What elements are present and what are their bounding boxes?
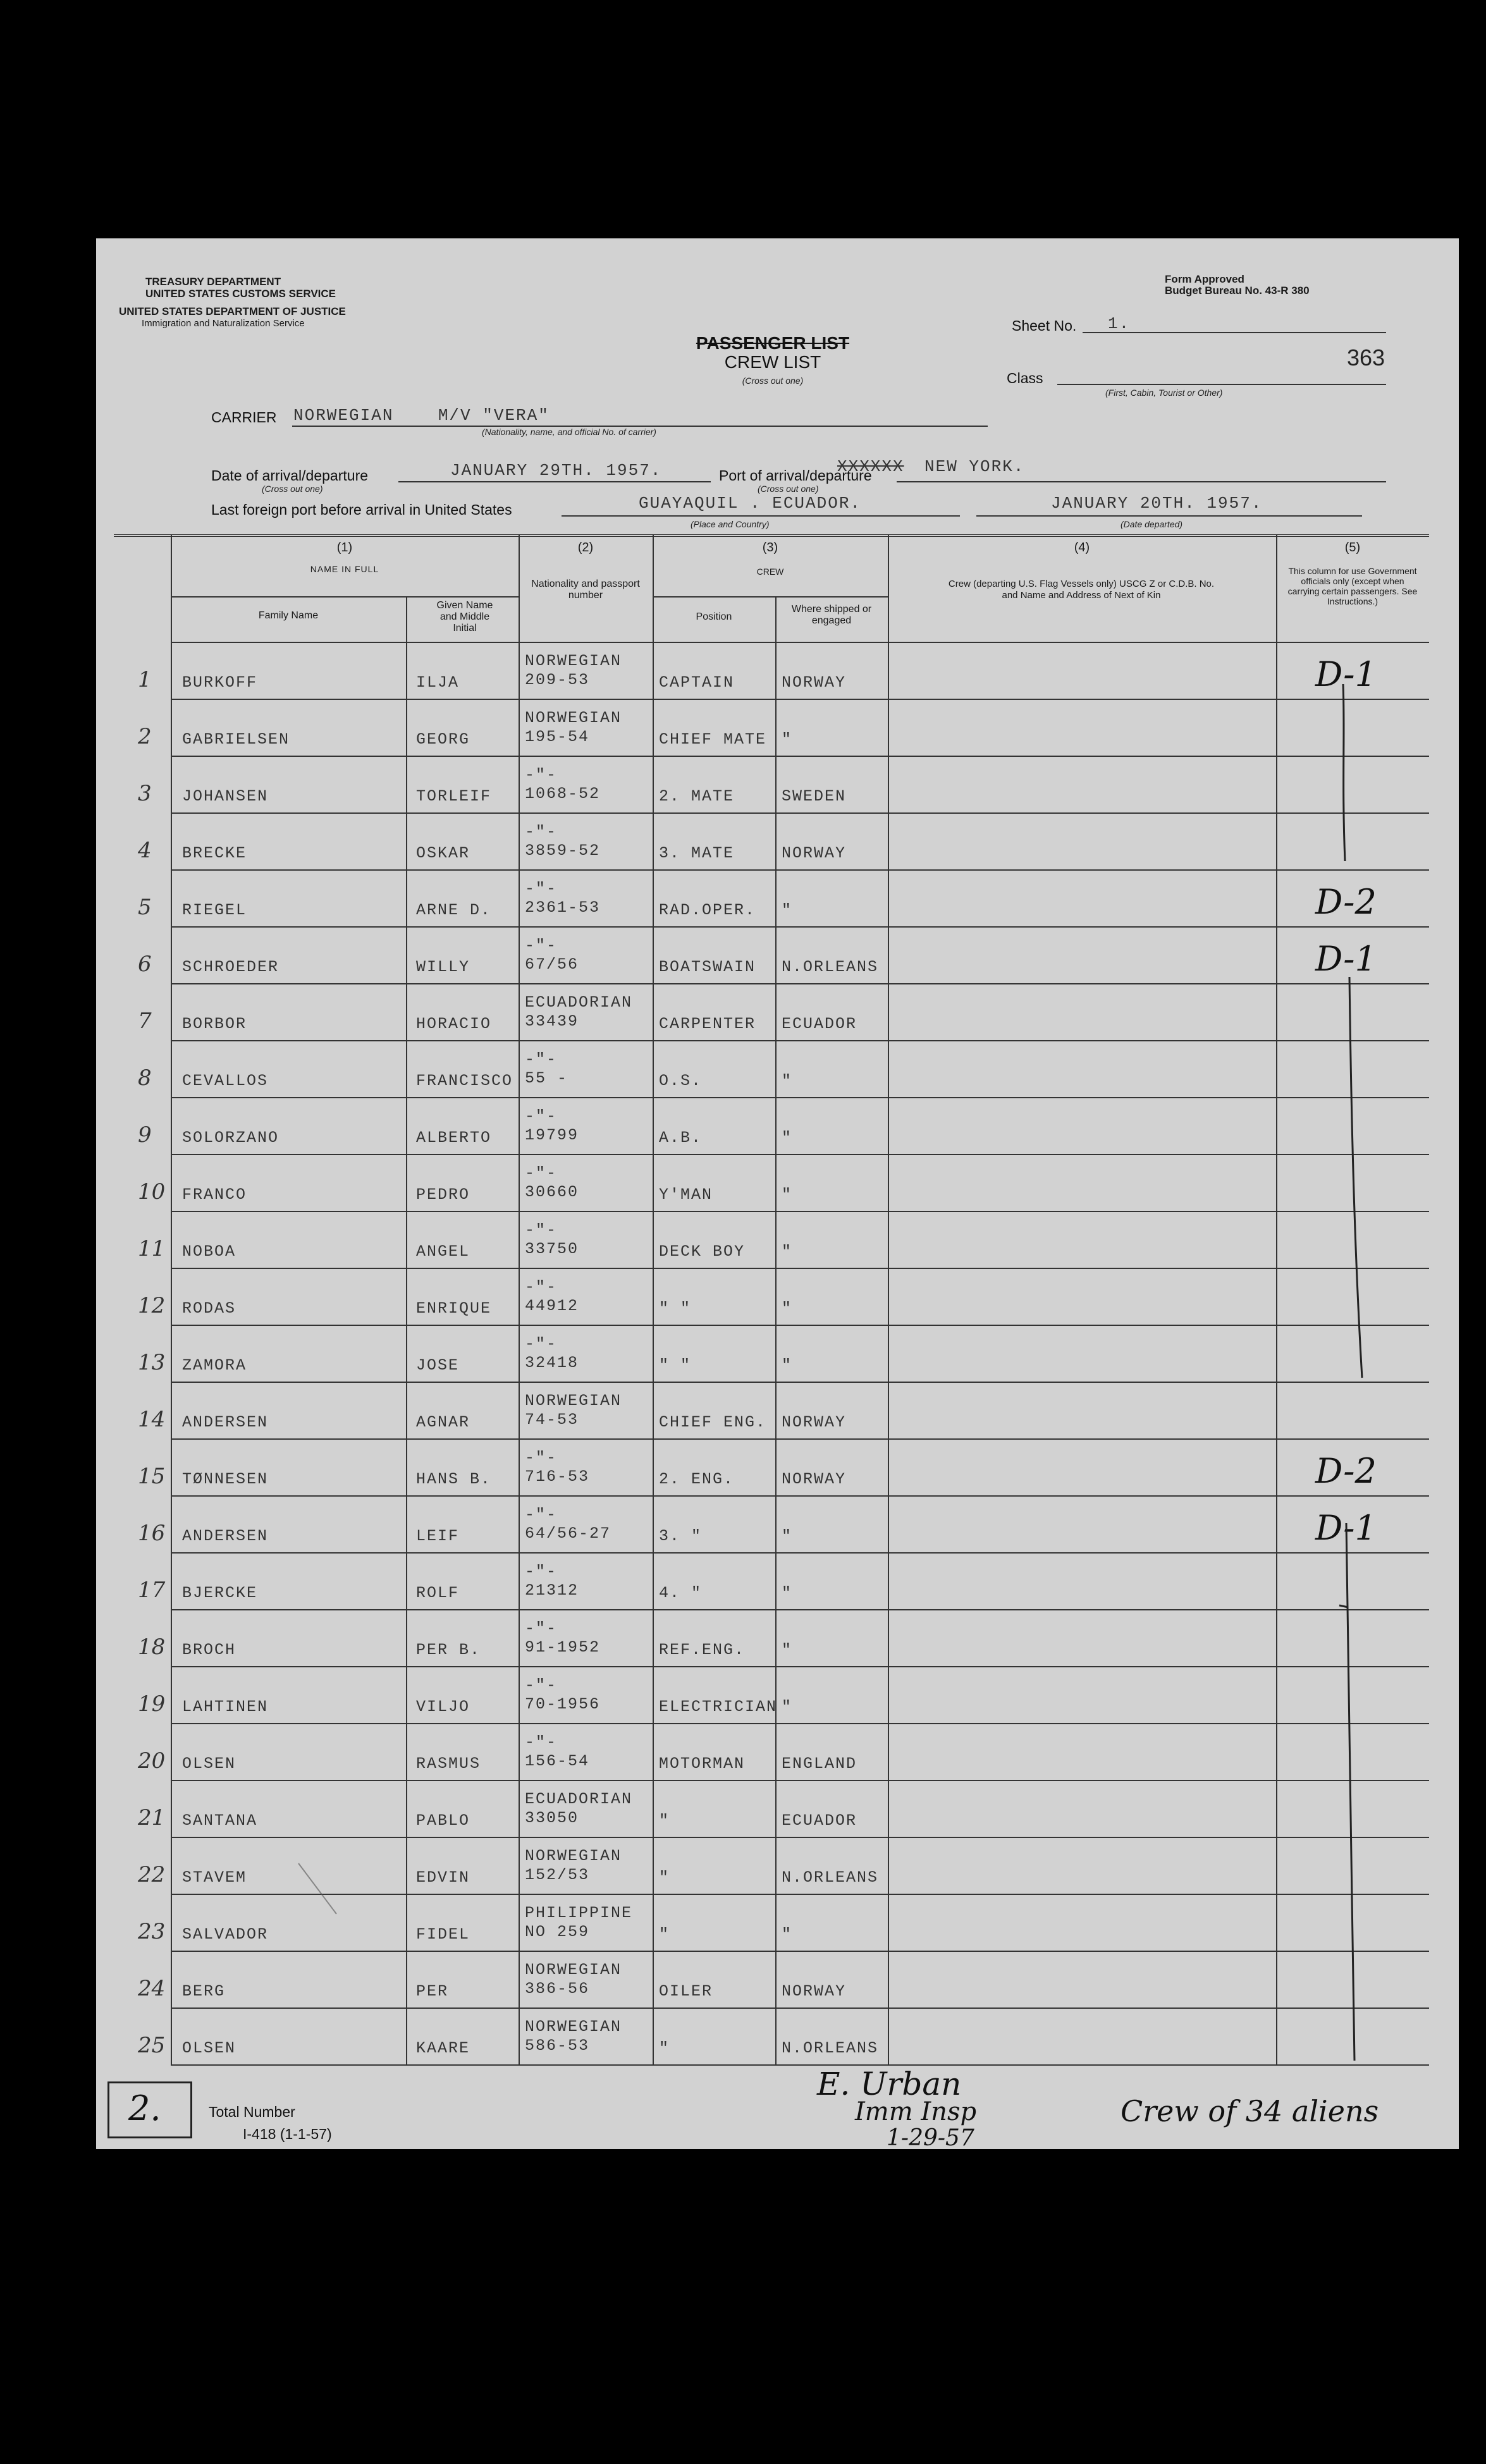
row-check-number: 19 <box>138 1691 166 1717</box>
cell-where: " <box>782 1641 793 1659</box>
cell-where: " <box>782 1186 793 1204</box>
col2-sub: Nationality and passport number <box>531 579 640 601</box>
cell-pos: " <box>659 1925 670 1944</box>
col4-number: (4) <box>1074 541 1090 555</box>
row-check-number: 7 <box>138 1008 152 1034</box>
row-check-number: 13 <box>138 1350 166 1375</box>
cell-given: ANGEL <box>416 1242 470 1261</box>
cell-family: TØNNESEN <box>182 1470 269 1488</box>
cell-where: SWEDEN <box>782 787 847 806</box>
cell-nationality: NORWEGIAN <box>525 1961 622 1979</box>
cell-where: " <box>782 1527 793 1545</box>
sheet-label: Sheet No. <box>1012 317 1077 334</box>
cell-pos: CHIEF MATE <box>659 730 767 749</box>
row-check-number: 22 <box>138 1862 166 1887</box>
cell-passport: 44912 <box>525 1297 579 1315</box>
port-hint: (Cross out one) <box>758 484 819 494</box>
cell-nationality: NORWEGIAN <box>525 652 622 670</box>
row-check-number: 5 <box>138 895 152 920</box>
government-mark: D-2 <box>1315 1451 1377 1491</box>
family-head: Family Name <box>258 610 319 621</box>
cell-given: PER <box>416 1982 449 2001</box>
cell-family: BJERCKE <box>182 1584 258 1602</box>
cell-where: NORWAY <box>782 1413 847 1431</box>
cell-family: ANDERSEN <box>182 1527 269 1545</box>
given-head: Given Name and Middle Initial <box>436 600 493 634</box>
cell-nationality: -"- <box>525 1278 558 1296</box>
cell-family: FRANCO <box>182 1186 247 1204</box>
cell-passport: 586-53 <box>525 2037 590 2055</box>
cell-given: PEDRO <box>416 1186 470 1204</box>
justice-heading: UNITED STATES DEPARTMENT OF JUSTICE <box>119 305 346 317</box>
row-check-number: 17 <box>138 1578 166 1603</box>
cell-nationality: -"- <box>525 1449 558 1467</box>
cell-pos: " " <box>659 1299 692 1318</box>
signature-name: E. Urban <box>817 2066 962 2102</box>
row-check-number: 12 <box>138 1293 166 1318</box>
cell-family: SOLORZANO <box>182 1129 279 1147</box>
row-check-number: 14 <box>138 1407 166 1432</box>
cell-passport: 19799 <box>525 1126 579 1144</box>
cell-given: ILJA <box>416 673 460 692</box>
cell-given: ALBERTO <box>416 1129 492 1147</box>
cell-where: N.ORLEANS <box>782 1868 879 1887</box>
sheet-value: 1. <box>1108 314 1131 333</box>
cell-where: " <box>782 1299 793 1318</box>
cell-pos: ELECTRICIAN <box>659 1698 778 1716</box>
cell-passport: 152/53 <box>525 1866 590 1884</box>
total-box <box>107 2081 192 2138</box>
cell-nationality: NORWEGIAN <box>525 1847 622 1865</box>
cell-family: CEVALLOS <box>182 1072 269 1090</box>
cell-family: ANDERSEN <box>182 1413 269 1431</box>
col1-sub: NAME IN FULL <box>310 564 379 574</box>
last-port-value: GUAYAQUIL . ECUADOR. <box>639 494 862 513</box>
row-check-number: 18 <box>138 1634 166 1660</box>
cell-nationality: ECUADORIAN <box>525 1790 633 1808</box>
cell-given: VILJO <box>416 1698 470 1716</box>
cell-pos: O.S. <box>659 1072 703 1090</box>
row-check-number: 1 <box>138 667 152 692</box>
cell-pos: RAD.OPER. <box>659 901 756 919</box>
cell-family: STAVEM <box>182 1868 247 1887</box>
cell-given: ROLF <box>416 1584 460 1602</box>
class-hint: (First, Cabin, Tourist or Other) <box>1105 388 1223 398</box>
cell-where: N.ORLEANS <box>782 2039 879 2057</box>
cell-nationality: -"- <box>525 1221 558 1239</box>
cell-where: " <box>782 730 793 749</box>
cell-passport: 195-54 <box>525 728 590 746</box>
cell-family: LAHTINEN <box>182 1698 269 1716</box>
government-mark: D-1 <box>1315 654 1377 694</box>
cell-nationality: -"- <box>525 766 558 784</box>
departed-value: JANUARY 20TH. 1957. <box>1051 494 1263 513</box>
cell-pos: 2. MATE <box>659 787 735 806</box>
cell-where: NORWAY <box>782 844 847 862</box>
cell-passport: 74-53 <box>525 1411 579 1429</box>
cell-where: ECUADOR <box>782 1015 857 1033</box>
stamp-number: 363 <box>1347 345 1385 371</box>
government-mark: D-1 <box>1315 1508 1377 1548</box>
cell-passport: 91-1952 <box>525 1638 601 1657</box>
total-label: Total Number <box>209 2104 295 2120</box>
cell-pos: DECK BOY <box>659 1242 746 1261</box>
col5-number: (5) <box>1344 541 1361 555</box>
cell-pos: CHIEF ENG. <box>659 1413 767 1431</box>
cell-family: BERG <box>182 1982 226 2001</box>
immigration-heading: Immigration and Naturalization Service <box>142 318 305 329</box>
budget-number: Budget Bureau No. 43-R 380 <box>1165 285 1310 297</box>
port-value: NEW YORK. <box>924 457 1025 476</box>
cell-given: LEIF <box>416 1527 460 1545</box>
cell-pos: " " <box>659 1356 692 1375</box>
cell-family: SCHROEDER <box>182 958 279 976</box>
cell-pos: A.B. <box>659 1129 703 1147</box>
cell-pos: REF.ENG. <box>659 1641 746 1659</box>
cell-family: ZAMORA <box>182 1356 247 1375</box>
cell-where: ENGLAND <box>782 1755 857 1773</box>
row-check-number: 3 <box>138 781 152 806</box>
cell-pos: MOTORMAN <box>659 1755 746 1773</box>
cell-where: " <box>782 1072 793 1090</box>
cell-where: N.ORLEANS <box>782 958 879 976</box>
cell-passport: 33050 <box>525 1809 579 1827</box>
cell-given: OSKAR <box>416 844 470 862</box>
cell-nationality: -"- <box>525 880 558 898</box>
row-check-number: 2 <box>138 724 152 749</box>
cell-passport: 70-1956 <box>525 1695 601 1713</box>
cell-given: ENRIQUE <box>416 1299 492 1318</box>
signature-title: Imm Insp <box>855 2097 977 2126</box>
cell-nationality: -"- <box>525 1505 558 1524</box>
cell-nationality: -"- <box>525 1107 558 1125</box>
cell-nationality: -"- <box>525 1164 558 1182</box>
row-check-number: 21 <box>138 1805 166 1830</box>
signature-date: 1-29-57 <box>887 2125 974 2151</box>
row-check-number: 9 <box>138 1122 152 1148</box>
date-value: JANUARY 29TH. 1957. <box>450 461 662 480</box>
cell-nationality: -"- <box>525 1733 558 1751</box>
row-check-number: 24 <box>138 1976 166 2001</box>
cell-nationality: -"- <box>525 1050 558 1069</box>
cell-given: HORACIO <box>416 1015 492 1033</box>
cell-nationality: NORWEGIAN <box>525 1392 622 1410</box>
cell-family: OLSEN <box>182 2039 236 2057</box>
cell-pos: BOATSWAIN <box>659 958 756 976</box>
cell-pos: OILER <box>659 1982 713 2001</box>
cell-where: " <box>782 1925 793 1944</box>
cell-family: OLSEN <box>182 1755 236 1773</box>
cell-passport: 386-56 <box>525 1980 590 1998</box>
cell-where: " <box>782 1242 793 1261</box>
cell-family: BURKOFF <box>182 673 258 692</box>
cell-given: WILLY <box>416 958 470 976</box>
cell-family: SANTANA <box>182 1811 258 1830</box>
cell-pos: CAPTAIN <box>659 673 735 692</box>
date-label: Date of arrival/departure <box>211 467 369 484</box>
cell-family: RIEGEL <box>182 901 247 919</box>
cell-nationality: -"- <box>525 823 558 841</box>
cell-nationality: -"- <box>525 1619 558 1638</box>
cell-pos: Y'MAN <box>659 1186 713 1204</box>
government-mark: D-1 <box>1315 939 1377 979</box>
cell-given: ARNE D. <box>416 901 492 919</box>
cell-where: ECUADOR <box>782 1811 857 1830</box>
cell-given: TORLEIF <box>416 787 492 806</box>
cell-pos: " <box>659 1811 670 1830</box>
col2-number: (2) <box>577 541 594 555</box>
cell-where: NORWAY <box>782 1470 847 1488</box>
port-label: Port of arrival/departure <box>719 467 872 484</box>
cell-given: FIDEL <box>416 1925 470 1944</box>
cell-nationality: PHILIPPINE <box>525 1904 633 1922</box>
cell-passport: 2361-53 <box>525 898 601 917</box>
cell-pos: " <box>659 2039 670 2057</box>
cell-given: KAARE <box>416 2039 470 2057</box>
cell-given: AGNAR <box>416 1413 470 1431</box>
col4-sub: Crew (departing U.S. Flag Vessels only) USCG Z or C.D.B. No. and Name and Address of Next of Kin <box>948 579 1215 601</box>
cell-given: PABLO <box>416 1811 470 1830</box>
port-struck: XXXXXX <box>837 457 904 476</box>
cell-family: RODAS <box>182 1299 236 1318</box>
row-check-number: 16 <box>138 1521 166 1546</box>
form-sheet <box>96 238 1459 2149</box>
cell-pos: 4. " <box>659 1584 703 1602</box>
cell-family: BORBOR <box>182 1015 247 1033</box>
passenger-list-title-struck: PASSENGER LIST <box>696 333 850 353</box>
last-port-hint: (Place and Country) <box>691 519 770 529</box>
cell-passport: 209-53 <box>525 671 590 689</box>
cell-given: FRANCISCO <box>416 1072 513 1090</box>
cell-passport: 55 - <box>525 1069 568 1088</box>
cell-family: BRECKE <box>182 844 247 862</box>
row-check-number: 8 <box>138 1065 152 1091</box>
cell-pos: 3. " <box>659 1527 703 1545</box>
cell-passport: 21312 <box>525 1581 579 1600</box>
cell-given: PER B. <box>416 1641 481 1659</box>
row-check-number: 6 <box>138 952 152 977</box>
cell-passport: 3859-52 <box>525 842 601 860</box>
customs-heading: UNITED STATES CUSTOMS SERVICE <box>145 288 336 300</box>
form-approved: Form Approved <box>1165 273 1244 285</box>
cell-given: HANS B. <box>416 1470 492 1488</box>
cell-nationality: NORWEGIAN <box>525 2018 622 2036</box>
cell-where: " <box>782 1584 793 1602</box>
row-check-number: 15 <box>138 1464 166 1489</box>
cross-out-hint: (Cross out one) <box>742 376 804 386</box>
cell-passport: 32418 <box>525 1354 579 1372</box>
cell-where: NORWAY <box>782 673 847 692</box>
shipped-head: Where shipped or engaged <box>791 604 872 626</box>
cell-pos: CARPENTER <box>659 1015 756 1033</box>
cell-where: " <box>782 901 793 919</box>
cell-passport: 64/56-27 <box>525 1524 611 1543</box>
row-check-number: 20 <box>138 1748 166 1774</box>
cell-given: RASMUS <box>416 1755 481 1773</box>
col3-sub: CREW <box>756 567 784 577</box>
row-check-number: 4 <box>138 838 152 863</box>
cell-where: NORWAY <box>782 1982 847 2001</box>
cell-family: BROCH <box>182 1641 236 1659</box>
cell-nationality: -"- <box>525 1335 558 1353</box>
position-head: Position <box>696 611 732 622</box>
cell-passport: 33750 <box>525 1240 579 1258</box>
date-hint: (Cross out one) <box>262 484 323 494</box>
cell-pos: " <box>659 1868 670 1887</box>
carrier-hint: (Nationality, name, and official No. of carrier) <box>482 427 656 437</box>
cell-family: GABRIELSEN <box>182 730 290 749</box>
cell-given: GEORG <box>416 730 470 749</box>
cell-nationality: -"- <box>525 1676 558 1695</box>
cell-where: " <box>782 1129 793 1147</box>
cell-given: JOSE <box>416 1356 460 1375</box>
column5-ditto-strokes <box>96 238 1459 2149</box>
crew-list-title: CREW LIST <box>724 352 821 372</box>
cell-nationality: ECUADORIAN <box>525 993 633 1012</box>
row-check-number: 25 <box>138 2033 166 2058</box>
cell-family: JOHANSEN <box>182 787 269 806</box>
cell-nationality: -"- <box>525 1562 558 1581</box>
cell-family: NOBOA <box>182 1242 236 1261</box>
cell-pos: 2. ENG. <box>659 1470 735 1488</box>
crew-count-note: Crew of 34 aliens <box>1121 2094 1379 2128</box>
treasury-heading: TREASURY DEPARTMENT <box>145 276 281 288</box>
cell-passport: 33439 <box>525 1012 579 1031</box>
cell-where: " <box>782 1698 793 1716</box>
cell-given: EDVIN <box>416 1868 470 1887</box>
carrier-value: NORWEGIAN M/V "VERA" <box>293 406 550 425</box>
cell-passport: 67/56 <box>525 955 579 974</box>
row-check-number: 10 <box>138 1179 166 1204</box>
col3-number: (3) <box>762 541 778 555</box>
cell-family: SALVADOR <box>182 1925 269 1944</box>
cell-passport: NO 259 <box>525 1923 590 1941</box>
cell-pos: 3. MATE <box>659 844 735 862</box>
form-number: I-418 (1-1-57) <box>243 2126 332 2142</box>
cell-nationality: NORWEGIAN <box>525 709 622 727</box>
col1-number: (1) <box>336 541 353 555</box>
departed-hint: (Date departed) <box>1121 519 1183 529</box>
carrier-label: CARRIER <box>211 409 277 426</box>
col5-sub: This column for use Government officials only (except when carrying certain passengers. See Instructions.) <box>1287 566 1418 606</box>
cell-where: " <box>782 1356 793 1375</box>
cell-passport: 30660 <box>525 1183 579 1201</box>
row-check-number: 23 <box>138 1919 166 1944</box>
class-label: Class <box>1007 370 1043 386</box>
boxed-number: 2. <box>128 2088 161 2128</box>
cell-passport: 716-53 <box>525 1468 590 1486</box>
cell-nationality: -"- <box>525 936 558 955</box>
last-port-label: Last foreign port before arrival in United States <box>211 501 512 518</box>
government-mark: D-2 <box>1315 882 1377 922</box>
row-check-number: 11 <box>138 1236 166 1261</box>
cell-passport: 1068-52 <box>525 785 601 803</box>
cell-passport: 156-54 <box>525 1752 590 1770</box>
